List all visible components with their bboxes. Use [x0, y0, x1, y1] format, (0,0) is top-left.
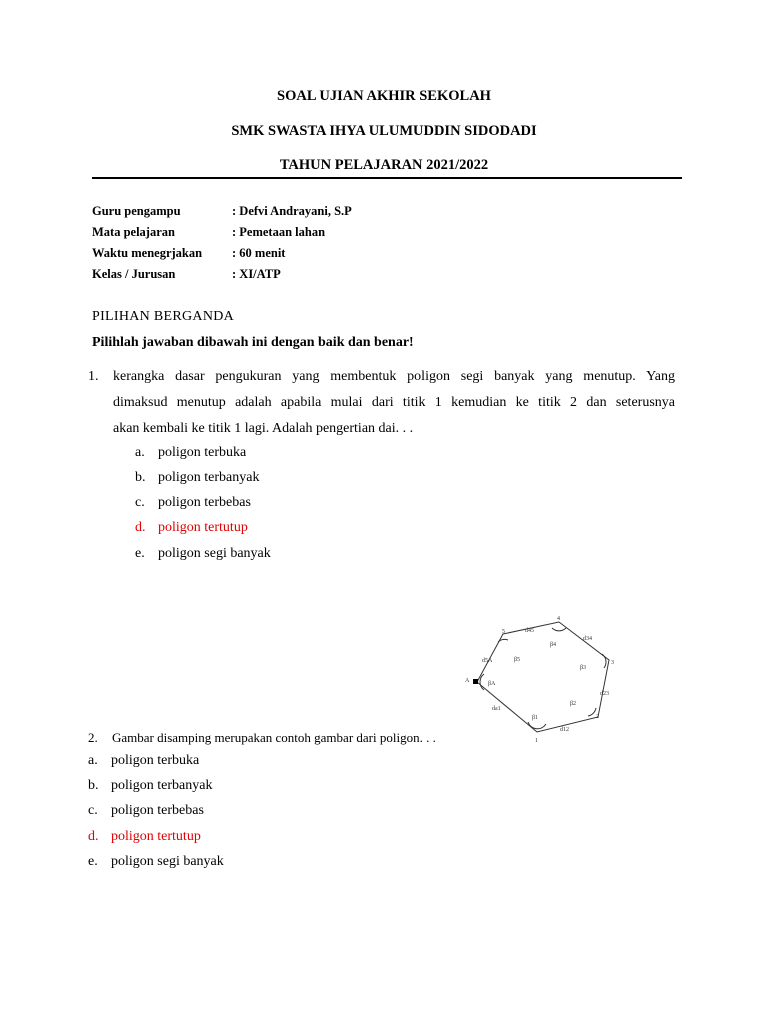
info-label-time: Waktu menegrjakan	[92, 246, 203, 260]
question-2-text: Gambar disamping merupakan contoh gambar dari poligon. . .	[112, 730, 436, 745]
section-instruction: Pilihlah jawaban dibawah ini dengan baik dan benar!	[92, 335, 414, 350]
info-value-class: : XI/ATP	[232, 267, 281, 281]
q1-option-e-letter: e.	[135, 546, 145, 561]
angle-label-b4: β4	[550, 642, 557, 648]
point-label-5: 5	[502, 629, 505, 635]
point-label-3: 3	[611, 660, 614, 666]
point-label-2: 2	[596, 714, 599, 720]
q1-option-c-text: poligon terbebas	[158, 495, 251, 510]
angle-label-b3: β3	[580, 665, 587, 671]
question-1-line-3: akan kembali ke titik 1 lagi. Adalah pengertian dai. . .	[113, 421, 414, 436]
side-label-d45: d45	[525, 628, 534, 634]
q2-option-b-text: poligon terbanyak	[111, 778, 213, 793]
q1-option-a-text: poligon terbuka	[158, 445, 247, 460]
section-title: PILIHAN BERGANDA	[92, 309, 235, 324]
academic-year: TAHUN PELAJARAN 2021/2022	[279, 157, 489, 173]
q2-option-b-letter: b.	[88, 778, 99, 793]
school-name: SMK SWASTA IHYA ULUMUDDIN SIDODADI	[231, 123, 537, 139]
question-1-line-2: dimaksud menutup adalah apabila mulai dari titik 1 kemudian ke titik 2 dan seterusnya	[113, 395, 675, 410]
info-value-teacher: : Defvi Andrayani, S.P	[232, 204, 352, 218]
q2-option-c-letter: c.	[88, 803, 98, 818]
angle-label-b1: β1	[532, 715, 539, 721]
angle-label-b2: β2	[570, 701, 577, 707]
q1-option-b-letter: b.	[135, 470, 146, 485]
q1-option-d-letter: d.	[135, 520, 146, 535]
side-label-da1: da1	[492, 706, 501, 712]
q2-option-e-letter: e.	[88, 854, 98, 869]
q2-option-d-letter: d.	[88, 829, 99, 844]
q2-option-a-letter: a.	[88, 753, 98, 768]
question-1-line-1: kerangka dasar pengukuran yang membentuk poligon segi banyak yang menutup. Yang	[113, 369, 675, 384]
point-label-1: 1	[535, 738, 538, 744]
q2-option-c-text: poligon terbebas	[111, 803, 204, 818]
info-label-subject: Mata pelajaran	[92, 225, 175, 239]
point-label-4: 4	[557, 616, 560, 622]
closed-polygon-figure	[460, 612, 620, 744]
info-value-time: : 60 menit	[232, 246, 286, 260]
info-label-class: Kelas / Jurusan	[92, 267, 176, 281]
exam-title: SOAL UJIAN AKHIR SEKOLAH	[277, 88, 491, 104]
side-label-d5A: d5A	[482, 658, 493, 664]
q1-option-a-letter: a.	[135, 445, 145, 460]
q1-option-b-text: poligon terbanyak	[158, 470, 260, 485]
angle-label-bA: βA	[488, 681, 496, 687]
header-divider	[92, 177, 682, 179]
q1-option-c-letter: c.	[135, 495, 145, 510]
q2-option-e-text: poligon segi banyak	[111, 854, 224, 869]
angle-label-b5: β5	[514, 657, 521, 663]
side-label-d34: d34	[583, 636, 592, 642]
side-label-d23: d23	[600, 691, 609, 697]
info-value-subject: : Pemetaan lahan	[232, 225, 326, 239]
info-label-teacher: Guru pengampu	[92, 204, 181, 218]
q2-option-d-text: poligon tertutup	[111, 829, 201, 844]
station-marker-icon	[473, 679, 478, 684]
q2-option-a-text: poligon terbuka	[111, 753, 200, 768]
question-2-number: 2.	[88, 730, 98, 745]
point-label-A: A	[465, 678, 470, 684]
side-label-d12: d12	[560, 727, 569, 733]
question-1-number: 1.	[88, 369, 99, 384]
q1-option-d-text: poligon tertutup	[158, 520, 248, 535]
q1-option-e-text: poligon segi banyak	[158, 546, 271, 561]
